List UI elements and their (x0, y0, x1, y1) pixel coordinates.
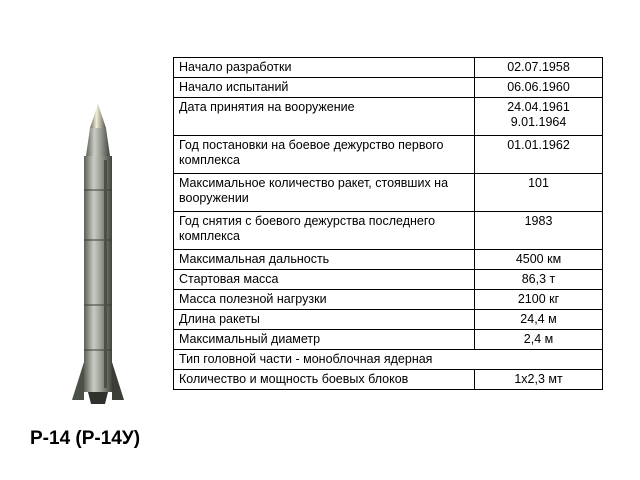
row-label: Максимальный диаметр (174, 330, 475, 350)
table-row (174, 78, 603, 98)
rocket-illustration (60, 100, 136, 420)
row-label: Год постановки на боевое дежурство первого комплекса (174, 136, 475, 174)
specifications-table (173, 57, 603, 390)
table-row (174, 136, 603, 174)
rocket-caption: Р-14 (Р-14У) (30, 428, 141, 449)
row-label: Максимальная дальность (174, 250, 475, 270)
table-row (174, 330, 603, 350)
table-row (174, 212, 603, 250)
row-value: 4500 км (475, 250, 603, 270)
row-value: 2100 кг (475, 290, 603, 310)
table-row (174, 270, 603, 290)
row-label: Количество и мощность боевых блоков (174, 370, 475, 390)
row-value: 06.06.1960 (475, 78, 603, 98)
row-value: 2,4 м (475, 330, 603, 350)
row-value: 01.01.1962 (475, 136, 603, 174)
table-row (174, 290, 603, 310)
row-label: Стартовая масса (174, 270, 475, 290)
table-row (174, 174, 603, 212)
table-row (174, 98, 603, 136)
row-label: Тип головной части - моноблочная ядерная (174, 350, 603, 370)
table-row (174, 350, 603, 370)
row-value: 86,3 т (475, 270, 603, 290)
table-row (174, 250, 603, 270)
row-label: Длина ракеты (174, 310, 475, 330)
table-row (174, 310, 603, 330)
row-value: 1х2,3 мт (475, 370, 603, 390)
row-label: Начало испытаний (174, 78, 475, 98)
row-label: Масса полезной нагрузки (174, 290, 475, 310)
row-value: 24.04.1961 9.01.1964 (475, 98, 603, 136)
row-label: Год снятия с боевого дежурства последнего комплекса (174, 212, 475, 250)
table-row (174, 370, 603, 390)
row-value: 1983 (475, 212, 603, 250)
row-label: Начало разработки (174, 58, 475, 78)
table-row (174, 58, 603, 78)
row-value: 24,4 м (475, 310, 603, 330)
row-label: Максимальное количество ракет, стоявших на вооружении (174, 174, 475, 212)
row-label: Дата принятия на вооружение (174, 98, 475, 136)
row-value: 101 (475, 174, 603, 212)
row-value: 02.07.1958 (475, 58, 603, 78)
